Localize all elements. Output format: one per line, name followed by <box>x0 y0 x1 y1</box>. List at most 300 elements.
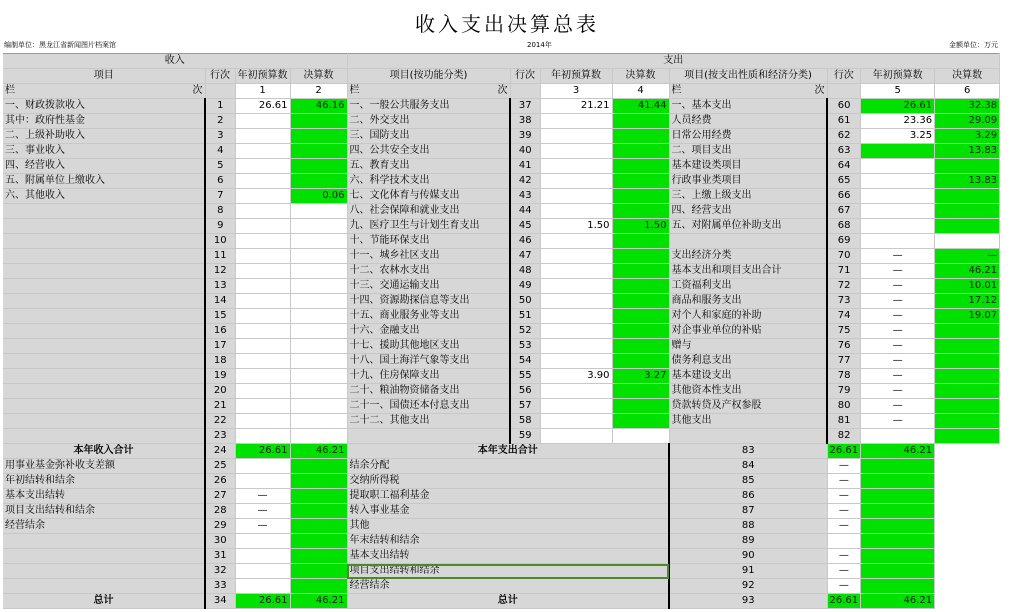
row-number-cell[interactable]: 47 <box>510 249 540 264</box>
income-item-cell[interactable] <box>3 549 205 564</box>
expense-econ-final-cell[interactable] <box>935 204 1000 219</box>
expense-func-budget-cell[interactable] <box>540 339 612 354</box>
expense-econ-budget-cell[interactable]: — <box>861 264 935 279</box>
expense-item-cell[interactable]: 结余分配 <box>347 459 669 474</box>
income-budget-cell[interactable] <box>235 309 290 324</box>
expense-func-budget-cell[interactable] <box>540 234 612 249</box>
income-item-cell[interactable]: 六、其他收入 <box>3 189 205 204</box>
col-final[interactable]: 决算数 <box>935 69 1000 84</box>
income-final-cell[interactable] <box>290 519 347 534</box>
income-item-cell[interactable] <box>3 429 205 444</box>
expense-func-final-cell[interactable] <box>612 174 669 189</box>
row-number-cell[interactable]: 52 <box>510 324 540 339</box>
row-number-cell[interactable]: 88 <box>669 519 827 534</box>
expense-econ-budget-cell[interactable]: — <box>861 414 935 429</box>
income-final-cell[interactable] <box>290 294 347 309</box>
row-number-cell[interactable]: 57 <box>510 399 540 414</box>
row-number-cell[interactable]: 54 <box>510 354 540 369</box>
expense-func-item-cell[interactable]: 十、节能环保支出 <box>347 234 510 249</box>
income-final-cell[interactable] <box>290 249 347 264</box>
expense-econ-final-cell[interactable] <box>935 189 1000 204</box>
expense-econ-final-cell[interactable] <box>861 474 935 489</box>
expense-econ-final-cell[interactable]: 17.12 <box>935 294 1000 309</box>
expense-econ-final-cell[interactable]: — <box>935 249 1000 264</box>
income-item-cell[interactable]: 三、事业收入 <box>3 144 205 159</box>
row-number-cell[interactable]: 15 <box>205 309 235 324</box>
income-final-cell[interactable] <box>290 549 347 564</box>
expense-total-budget[interactable]: 26.61 <box>827 444 861 459</box>
income-item-cell[interactable]: 用事业基金弥补收支差额 <box>3 459 205 474</box>
expense-func-budget-cell[interactable] <box>540 204 612 219</box>
income-final-cell[interactable] <box>290 129 347 144</box>
income-budget-cell[interactable] <box>235 384 290 399</box>
expense-econ-final-cell[interactable]: 3.29 <box>935 129 1000 144</box>
expense-func-final-cell[interactable] <box>612 324 669 339</box>
expense-econ-item-cell[interactable]: 债务利息支出 <box>669 354 827 369</box>
expense-econ-budget-cell[interactable]: 23.36 <box>861 114 935 129</box>
row-number-cell[interactable]: 16 <box>205 324 235 339</box>
expense-grand-total-budget[interactable]: 26.61 <box>827 594 861 609</box>
income-item-cell[interactable] <box>3 279 205 294</box>
expense-econ-item-cell[interactable]: 基本建设支出 <box>669 369 827 384</box>
expense-item-cell[interactable]: 基本支出结转 <box>347 549 669 564</box>
expense-econ-final-cell[interactable] <box>861 534 935 549</box>
expense-econ-item-cell[interactable]: 商品和服务支出 <box>669 294 827 309</box>
row-number-cell[interactable]: 12 <box>205 264 235 279</box>
row-number-cell[interactable]: 7 <box>205 189 235 204</box>
expense-func-budget-cell[interactable] <box>540 384 612 399</box>
row-number-cell[interactable]: 90 <box>669 549 827 564</box>
expense-func-item-cell[interactable]: 二十一、国债还本付息支出 <box>347 399 510 414</box>
expense-econ-budget-cell[interactable]: — <box>861 339 935 354</box>
expense-func-budget-cell[interactable] <box>540 324 612 339</box>
income-item-cell[interactable]: 年初结转和结余 <box>3 474 205 489</box>
expense-total-final[interactable]: 46.21 <box>861 444 935 459</box>
row-number-cell[interactable]: 20 <box>205 384 235 399</box>
expense-econ-budget-cell[interactable] <box>861 144 935 159</box>
income-budget-cell[interactable] <box>235 264 290 279</box>
income-final-cell[interactable] <box>290 264 347 279</box>
income-item-cell[interactable] <box>3 294 205 309</box>
income-final-cell[interactable]: 46.16 <box>290 99 347 114</box>
income-item-cell[interactable] <box>3 384 205 399</box>
expense-func-budget-cell[interactable] <box>540 414 612 429</box>
expense-econ-item-cell[interactable]: 二、项目支出 <box>669 144 827 159</box>
col-item[interactable]: 项目 <box>3 69 205 84</box>
row-number-cell[interactable]: 92 <box>669 579 827 594</box>
row-number-cell[interactable]: 14 <box>205 294 235 309</box>
expense-econ-budget-cell[interactable]: — <box>827 459 861 474</box>
row-number-cell[interactable]: 56 <box>510 384 540 399</box>
expense-econ-final-cell[interactable]: 19.07 <box>935 309 1000 324</box>
expense-econ-budget-cell[interactable] <box>861 429 935 444</box>
income-item-cell[interactable] <box>3 204 205 219</box>
expense-item-cell[interactable]: 项目支出结转和结余 <box>347 564 669 579</box>
income-grand-total-final[interactable]: 46.21 <box>290 594 347 609</box>
expense-econ-item-cell[interactable]: 支出经济分类 <box>669 249 827 264</box>
income-item-cell[interactable] <box>3 369 205 384</box>
expense-econ-item-cell[interactable] <box>669 234 827 249</box>
expense-func-budget-cell[interactable] <box>540 114 612 129</box>
income-item-cell[interactable]: 五、附属单位上缴收入 <box>3 174 205 189</box>
income-item-cell[interactable] <box>3 354 205 369</box>
income-item-cell[interactable]: 基本支出结转 <box>3 489 205 504</box>
expense-func-item-cell[interactable]: 八、社会保障和就业支出 <box>347 204 510 219</box>
income-header[interactable]: 收入 <box>3 54 347 69</box>
expense-func-budget-cell[interactable] <box>540 189 612 204</box>
income-budget-cell[interactable] <box>235 324 290 339</box>
income-final-cell[interactable] <box>290 234 347 249</box>
row-number-cell[interactable]: 75 <box>827 324 861 339</box>
expense-func-item-cell[interactable]: 四、公共安全支出 <box>347 144 510 159</box>
income-final-cell[interactable] <box>290 159 347 174</box>
expense-econ-final-cell[interactable]: 32.38 <box>935 99 1000 114</box>
row-number-cell[interactable]: 63 <box>827 144 861 159</box>
col-final[interactable]: 决算数 <box>290 69 347 84</box>
expense-func-final-cell[interactable] <box>612 264 669 279</box>
income-item-cell[interactable] <box>3 579 205 594</box>
income-item-cell[interactable]: 项目支出结转和结余 <box>3 504 205 519</box>
expense-total-label[interactable]: 本年支出合计 <box>347 444 669 459</box>
income-budget-cell[interactable] <box>235 249 290 264</box>
expense-item-cell[interactable]: 其他 <box>347 519 669 534</box>
row-number-cell[interactable]: 91 <box>669 564 827 579</box>
row-number-cell[interactable]: 31 <box>205 549 235 564</box>
expense-func-item-cell[interactable]: 六、科学技术支出 <box>347 174 510 189</box>
col-item-econ[interactable]: 项目(按支出性质和经济分类) <box>669 69 827 84</box>
income-budget-cell[interactable] <box>235 144 290 159</box>
expense-func-item-cell[interactable]: 二十、粮油物资储备支出 <box>347 384 510 399</box>
income-budget-cell[interactable] <box>235 414 290 429</box>
income-budget-cell[interactable] <box>235 459 290 474</box>
expense-econ-budget-cell[interactable]: — <box>861 279 935 294</box>
income-total-budget[interactable]: 26.61 <box>235 444 290 459</box>
row-number-cell[interactable]: 13 <box>205 279 235 294</box>
expense-func-budget-cell[interactable] <box>540 129 612 144</box>
expense-func-item-cell[interactable]: 十六、金融支出 <box>347 324 510 339</box>
expense-econ-budget-cell[interactable]: — <box>861 249 935 264</box>
expense-func-item-cell[interactable]: 九、医疗卫生与计划生育支出 <box>347 219 510 234</box>
income-final-cell[interactable] <box>290 504 347 519</box>
row-number-cell[interactable]: 21 <box>205 399 235 414</box>
income-final-cell[interactable] <box>290 414 347 429</box>
expense-econ-item-cell[interactable]: 基本支出和项目支出合计 <box>669 264 827 279</box>
col-number[interactable]: 3 <box>540 84 612 99</box>
income-budget-cell[interactable] <box>235 294 290 309</box>
row-number-cell[interactable]: 79 <box>827 384 861 399</box>
expense-func-final-cell[interactable] <box>612 309 669 324</box>
expense-func-final-cell[interactable] <box>612 114 669 129</box>
row-number-cell[interactable]: 19 <box>205 369 235 384</box>
row-number-cell[interactable]: 8 <box>205 204 235 219</box>
row-number-cell[interactable]: 87 <box>669 504 827 519</box>
expense-econ-budget-cell[interactable] <box>861 234 935 249</box>
expense-func-budget-cell[interactable] <box>540 249 612 264</box>
expense-func-final-cell[interactable] <box>612 204 669 219</box>
row-number-cell[interactable]: 1 <box>205 99 235 114</box>
income-final-cell[interactable] <box>290 324 347 339</box>
expense-econ-budget-cell[interactable]: — <box>827 549 861 564</box>
expense-grand-total-label[interactable]: 总计 <box>347 594 669 609</box>
row-number-cell[interactable]: 3 <box>205 129 235 144</box>
income-item-cell[interactable] <box>3 309 205 324</box>
income-grand-total-label[interactable]: 总计 <box>3 594 205 609</box>
income-budget-cell[interactable] <box>235 579 290 594</box>
expense-econ-final-cell[interactable]: 10.01 <box>935 279 1000 294</box>
expense-econ-final-cell[interactable] <box>935 219 1000 234</box>
row-number-cell[interactable]: 77 <box>827 354 861 369</box>
expense-econ-final-cell[interactable] <box>935 399 1000 414</box>
expense-econ-item-cell[interactable]: 其他支出 <box>669 414 827 429</box>
income-item-cell[interactable]: 其中：政府性基金 <box>3 114 205 129</box>
income-budget-cell[interactable] <box>235 339 290 354</box>
expense-func-budget-cell[interactable] <box>540 264 612 279</box>
col-rowno[interactable]: 行次 <box>510 69 540 84</box>
income-budget-cell[interactable] <box>235 204 290 219</box>
row-number-cell[interactable]: 80 <box>827 399 861 414</box>
income-total-label[interactable]: 本年收入合计 <box>3 444 205 459</box>
row-number-cell[interactable]: 93 <box>669 594 827 609</box>
expense-econ-item-cell[interactable] <box>669 429 827 444</box>
income-final-cell[interactable] <box>290 489 347 504</box>
income-budget-cell[interactable] <box>235 474 290 489</box>
row-number-cell[interactable]: 86 <box>669 489 827 504</box>
income-final-cell[interactable] <box>290 429 347 444</box>
expense-func-item-cell[interactable]: 十九、住房保障支出 <box>347 369 510 384</box>
income-final-cell[interactable] <box>290 144 347 159</box>
expense-econ-budget-cell[interactable] <box>861 174 935 189</box>
income-budget-cell[interactable] <box>235 234 290 249</box>
expense-func-budget-cell[interactable] <box>540 279 612 294</box>
expense-func-final-cell[interactable] <box>612 354 669 369</box>
row-number-cell[interactable]: 48 <box>510 264 540 279</box>
income-final-cell[interactable] <box>290 114 347 129</box>
row-number-cell[interactable]: 68 <box>827 219 861 234</box>
expense-func-item-cell[interactable]: 十四、资源勘探信息等支出 <box>347 294 510 309</box>
expense-func-final-cell[interactable] <box>612 159 669 174</box>
income-final-cell[interactable] <box>290 534 347 549</box>
col-budget[interactable]: 年初预算数 <box>235 69 290 84</box>
row-number-cell[interactable]: 44 <box>510 204 540 219</box>
row-number-cell[interactable]: 6 <box>205 174 235 189</box>
row-number-cell[interactable]: 41 <box>510 159 540 174</box>
income-item-cell[interactable]: 四、经营收入 <box>3 159 205 174</box>
expense-func-final-cell[interactable] <box>612 249 669 264</box>
expense-econ-budget-cell[interactable]: — <box>861 294 935 309</box>
expense-econ-item-cell[interactable]: 行政事业类项目 <box>669 174 827 189</box>
expense-func-budget-cell[interactable] <box>540 354 612 369</box>
row-number-cell[interactable]: 58 <box>510 414 540 429</box>
row-number-cell[interactable]: 85 <box>669 474 827 489</box>
expense-func-item-cell[interactable]: 十二、农林水支出 <box>347 264 510 279</box>
col-number[interactable]: 6 <box>935 84 1000 99</box>
row-number-cell[interactable]: 17 <box>205 339 235 354</box>
row-number-cell[interactable]: 4 <box>205 144 235 159</box>
expense-func-final-cell[interactable] <box>612 129 669 144</box>
expense-econ-budget-cell[interactable] <box>861 219 935 234</box>
row-number-cell[interactable]: 38 <box>510 114 540 129</box>
income-budget-cell[interactable] <box>235 189 290 204</box>
expense-econ-item-cell[interactable]: 五、对附属单位补助支出 <box>669 219 827 234</box>
expense-econ-budget-cell[interactable] <box>861 189 935 204</box>
expense-item-cell[interactable]: 转入事业基金 <box>347 504 669 519</box>
income-final-cell[interactable] <box>290 579 347 594</box>
income-budget-cell[interactable] <box>235 129 290 144</box>
income-item-cell[interactable] <box>3 399 205 414</box>
row-number-cell[interactable]: 37 <box>510 99 540 114</box>
expense-func-item-cell[interactable]: 十八、国土海洋气象等支出 <box>347 354 510 369</box>
row-number-cell[interactable]: 55 <box>510 369 540 384</box>
expense-econ-final-cell[interactable]: 29.09 <box>935 114 1000 129</box>
row-number-cell[interactable]: 39 <box>510 129 540 144</box>
expense-econ-item-cell[interactable]: 三、上缴上级支出 <box>669 189 827 204</box>
expense-econ-budget-cell[interactable]: — <box>827 579 861 594</box>
expense-econ-budget-cell[interactable]: 26.61 <box>861 99 935 114</box>
expense-func-item-cell[interactable]: 十五、商业服务业等支出 <box>347 309 510 324</box>
expense-econ-budget-cell[interactable]: — <box>827 519 861 534</box>
expense-econ-item-cell[interactable]: 对个人和家庭的补助 <box>669 309 827 324</box>
col-number[interactable]: 5 <box>861 84 935 99</box>
row-number-cell[interactable]: 84 <box>669 459 827 474</box>
expense-func-item-cell[interactable] <box>347 429 510 444</box>
row-number-cell[interactable]: 65 <box>827 174 861 189</box>
expense-func-final-cell[interactable] <box>612 414 669 429</box>
row-number-cell[interactable]: 49 <box>510 279 540 294</box>
row-number-cell[interactable]: 74 <box>827 309 861 324</box>
expense-econ-final-cell[interactable]: 46.21 <box>935 264 1000 279</box>
row-number-cell[interactable]: 71 <box>827 264 861 279</box>
expense-econ-final-cell[interactable] <box>935 159 1000 174</box>
expense-func-final-cell[interactable] <box>612 234 669 249</box>
expense-econ-item-cell[interactable]: 人员经费 <box>669 114 827 129</box>
col-number[interactable]: 4 <box>612 84 669 99</box>
row-number-cell[interactable]: 81 <box>827 414 861 429</box>
col-number[interactable]: 2 <box>290 84 347 99</box>
expense-econ-item-cell[interactable]: 工资福利支出 <box>669 279 827 294</box>
expense-econ-budget-cell[interactable]: — <box>861 324 935 339</box>
expense-econ-budget-cell[interactable]: — <box>827 504 861 519</box>
row-number-cell[interactable]: 2 <box>205 114 235 129</box>
row-number-cell[interactable]: 67 <box>827 204 861 219</box>
expense-econ-item-cell[interactable]: 四、经营支出 <box>669 204 827 219</box>
row-number-cell[interactable]: 46 <box>510 234 540 249</box>
expense-econ-final-cell[interactable] <box>935 414 1000 429</box>
expense-func-final-cell[interactable] <box>612 189 669 204</box>
row-number-cell[interactable]: 83 <box>669 444 827 459</box>
income-budget-cell[interactable] <box>235 159 290 174</box>
income-final-cell[interactable]: 0.06 <box>290 189 347 204</box>
expense-econ-final-cell[interactable] <box>935 429 1000 444</box>
row-number-cell[interactable]: 11 <box>205 249 235 264</box>
income-budget-cell[interactable] <box>235 354 290 369</box>
income-budget-cell[interactable]: — <box>235 504 290 519</box>
expense-func-budget-cell[interactable] <box>540 429 612 444</box>
row-number-cell[interactable]: 9 <box>205 219 235 234</box>
expense-econ-final-cell[interactable] <box>935 384 1000 399</box>
expense-econ-final-cell[interactable] <box>935 234 1000 249</box>
row-number-cell[interactable]: 23 <box>205 429 235 444</box>
income-item-cell[interactable] <box>3 414 205 429</box>
row-number-cell[interactable]: 64 <box>827 159 861 174</box>
expense-func-item-cell[interactable]: 二十二、其他支出 <box>347 414 510 429</box>
expense-econ-budget-cell[interactable]: — <box>827 564 861 579</box>
row-number-cell[interactable]: 59 <box>510 429 540 444</box>
income-item-cell[interactable]: 二、上级补助收入 <box>3 129 205 144</box>
row-number-cell[interactable]: 89 <box>669 534 827 549</box>
expense-econ-item-cell[interactable]: 赠与 <box>669 339 827 354</box>
income-budget-cell[interactable] <box>235 369 290 384</box>
expense-econ-item-cell[interactable]: 日常公用经费 <box>669 129 827 144</box>
expense-econ-budget-cell[interactable] <box>861 159 935 174</box>
expense-econ-item-cell[interactable]: 贷款转贷及产权参股 <box>669 399 827 414</box>
income-final-cell[interactable] <box>290 279 347 294</box>
expense-econ-item-cell[interactable]: 基本建设类项目 <box>669 159 827 174</box>
expense-econ-item-cell[interactable]: 一、基本支出 <box>669 99 827 114</box>
row-number-cell[interactable]: 22 <box>205 414 235 429</box>
row-number-cell[interactable]: 26 <box>205 474 235 489</box>
expense-econ-final-cell[interactable] <box>861 579 935 594</box>
expense-econ-final-cell[interactable] <box>861 564 935 579</box>
row-number-cell[interactable]: 69 <box>827 234 861 249</box>
income-final-cell[interactable] <box>290 339 347 354</box>
row-number-cell[interactable]: 30 <box>205 534 235 549</box>
income-budget-cell[interactable]: — <box>235 519 290 534</box>
expense-econ-final-cell[interactable] <box>861 489 935 504</box>
income-item-cell[interactable] <box>3 534 205 549</box>
row-number-cell[interactable]: 18 <box>205 354 235 369</box>
row-number-cell[interactable]: 51 <box>510 309 540 324</box>
income-final-cell[interactable] <box>290 219 347 234</box>
income-final-cell[interactable] <box>290 309 347 324</box>
income-item-cell[interactable] <box>3 234 205 249</box>
income-total-final[interactable]: 46.21 <box>290 444 347 459</box>
row-number-cell[interactable]: 40 <box>510 144 540 159</box>
row-number-cell[interactable]: 25 <box>205 459 235 474</box>
col-number[interactable]: 1 <box>235 84 290 99</box>
income-item-cell[interactable] <box>3 249 205 264</box>
income-item-cell[interactable] <box>3 264 205 279</box>
expense-func-final-cell[interactable]: 3.27 <box>612 369 669 384</box>
row-number-cell[interactable]: 28 <box>205 504 235 519</box>
row-number-cell[interactable]: 43 <box>510 189 540 204</box>
income-budget-cell[interactable] <box>235 174 290 189</box>
income-item-cell[interactable] <box>3 219 205 234</box>
row-number-cell[interactable]: 42 <box>510 174 540 189</box>
col-item-func[interactable]: 项目(按功能分类) <box>347 69 510 84</box>
row-number-cell[interactable]: 53 <box>510 339 540 354</box>
expense-econ-budget-cell[interactable]: — <box>861 354 935 369</box>
income-budget-cell[interactable] <box>235 279 290 294</box>
lan-ci-cell[interactable] <box>3 84 205 99</box>
expense-func-item-cell[interactable]: 一、一般公共服务支出 <box>347 99 510 114</box>
row-number-cell[interactable]: 82 <box>827 429 861 444</box>
expense-func-budget-cell[interactable] <box>540 174 612 189</box>
row-number-cell[interactable]: 50 <box>510 294 540 309</box>
expense-econ-final-cell[interactable] <box>861 459 935 474</box>
income-budget-cell[interactable] <box>235 114 290 129</box>
expense-func-final-cell[interactable] <box>612 384 669 399</box>
expense-econ-final-cell[interactable] <box>861 549 935 564</box>
expense-func-final-cell[interactable] <box>612 339 669 354</box>
expense-econ-budget-cell[interactable]: 3.25 <box>861 129 935 144</box>
expense-econ-final-cell[interactable] <box>861 519 935 534</box>
expense-func-item-cell[interactable]: 十一、城乡社区支出 <box>347 249 510 264</box>
income-final-cell[interactable] <box>290 354 347 369</box>
expense-econ-item-cell[interactable]: 对企事业单位的补贴 <box>669 324 827 339</box>
expense-econ-final-cell[interactable] <box>935 324 1000 339</box>
row-number-cell[interactable]: 45 <box>510 219 540 234</box>
expense-econ-budget-cell[interactable] <box>861 204 935 219</box>
